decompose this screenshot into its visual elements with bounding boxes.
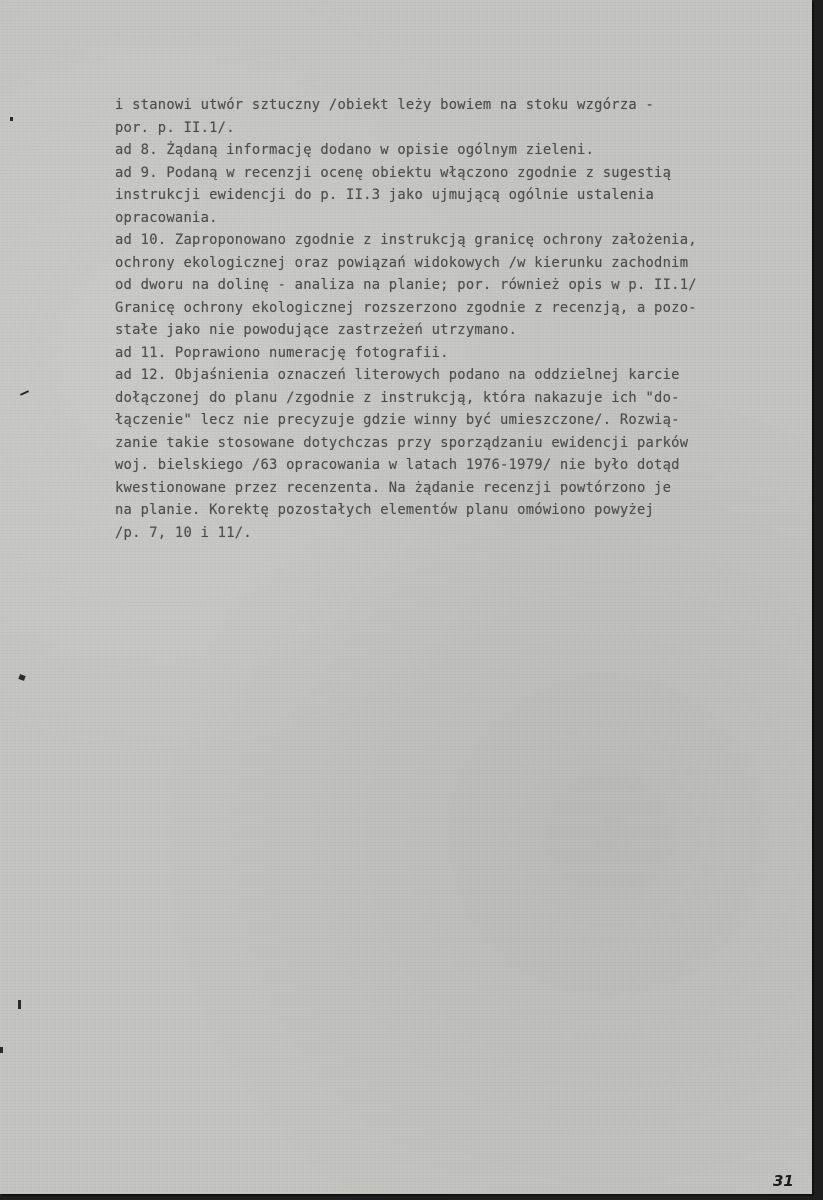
ink-speck <box>18 1000 21 1009</box>
ink-speck <box>20 390 29 396</box>
typewritten-text <box>115 94 815 544</box>
text-line-7: ad 10. Zaproponowano zgodnie z instrukcją granicę ochrony założenia, <box>115 232 697 248</box>
text-line-2: por. p. II.1/. <box>115 119 235 136</box>
text-line-8: ochrony ekologicznej oraz powiązań widokowych /w kierunku zachodnim <box>115 254 689 271</box>
text-line-4: ad 9. Podaną w recenzji ocenę obiektu włączono zgodnie z sugestią <box>115 164 672 181</box>
text-line-10: Granicę ochrony ekologicznej rozszerzono zgodnie z recenzją, a pozo- <box>115 299 697 316</box>
text-line-3: ad 8. Żądaną informację dodano w opisie ogólnym zieleni. <box>115 142 595 158</box>
ink-speck <box>18 674 25 681</box>
text-line-9: od dworu na dolinę - analiza na planie; por. również opis w p. II.1/ <box>115 277 697 293</box>
page-number: 31 <box>773 1172 794 1190</box>
text-line-16: zanie takie stosowane dotychczas przy sporządzaniu ewidencji parków <box>115 434 689 451</box>
text-line-1: i stanowi utwór sztuczny /obiekt leży bowiem na stoku wzgórza - <box>115 97 655 113</box>
text-line-12: ad 11. Poprawiono numerację fotografii. <box>115 344 449 361</box>
ink-speck <box>0 1047 3 1053</box>
text-line-20: /p. 7, 10 i 11/. <box>115 524 252 541</box>
text-line-18: kwestionowane przez recenzenta. Na żądanie recenzji powtórzono je <box>115 479 672 496</box>
text-line-13: ad 12. Objaśnienia oznaczeń literowych podano na oddzielnej karcie <box>115 367 680 383</box>
text-line-6: opracowania. <box>115 209 218 226</box>
text-line-19: na planie. Korektę pozostałych elementów planu omówiono powyżej <box>115 502 655 518</box>
text-line-5: instrukcji ewidencji do p. II.3 jako ujmującą ogólnie ustalenia <box>115 187 655 203</box>
text-line-17: woj. bielskiego /63 opracowania w latach 1976-1979/ nie było dotąd <box>115 457 680 473</box>
text-line-11: stałe jako nie powodujące zastrzeżeń utrzymano. <box>115 322 518 338</box>
text-line-15: łączenie" lecz nie precyzuje gdzie winny być umieszczone/. Rozwią- <box>115 412 680 428</box>
text-line-14: dołączonej do planu /zgodnie z instrukcją, która nakazuje ich "do- <box>115 389 680 406</box>
ink-speck <box>10 117 13 121</box>
